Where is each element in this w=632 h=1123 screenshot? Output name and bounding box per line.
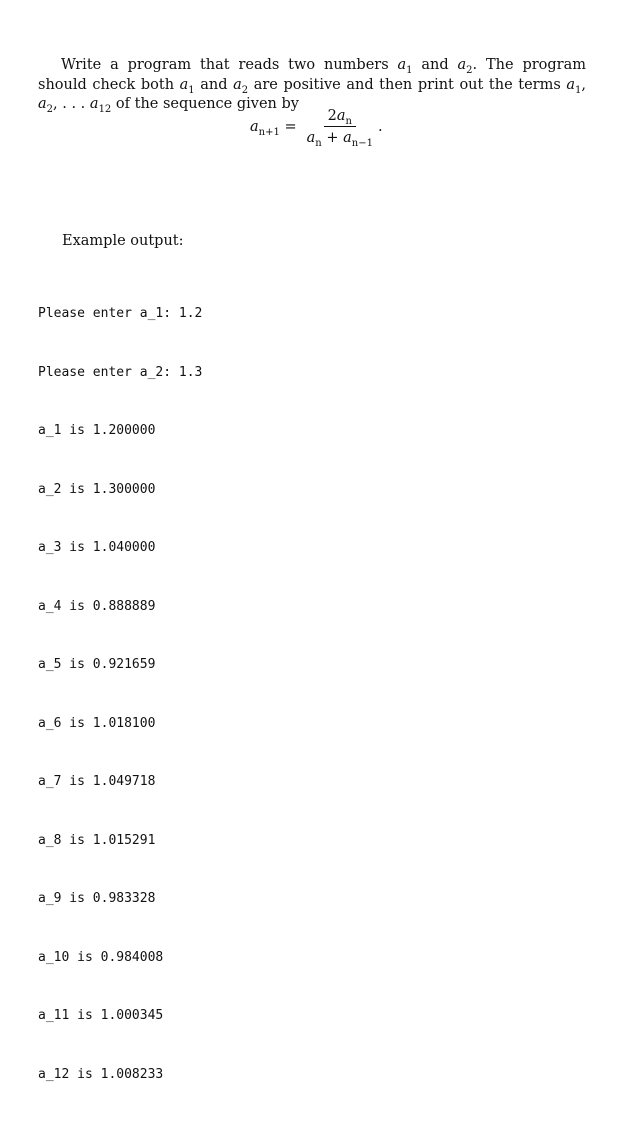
math-a1: $a_1$ bbox=[566, 76, 582, 96]
output-line: a_2 is 1.300000 bbox=[38, 481, 156, 497]
problem-statement bbox=[38, 56, 586, 115]
formula-numerator: $2a_n$ bbox=[324, 108, 356, 127]
output-line: a_6 is 1.018100 bbox=[38, 715, 156, 731]
output-line: Please enter a_2: 1.3 bbox=[38, 364, 203, 380]
math-a12: $a_{12}$ bbox=[89, 96, 112, 115]
problem-text: and bbox=[412, 57, 458, 73]
formula-fraction bbox=[303, 108, 377, 149]
example-output-label: Example output: bbox=[62, 233, 184, 249]
output-line: a_1 is 1.200000 bbox=[38, 423, 156, 438]
output-line: a_3 is 1.040000 bbox=[38, 540, 156, 555]
math-a2: $a_2$ bbox=[233, 76, 249, 96]
problem-text: and bbox=[194, 76, 234, 93]
output-line: a_11 is 1.000345 bbox=[38, 1008, 164, 1023]
problem-text: , bbox=[581, 76, 586, 93]
formula-denominator: $a_n + a_{n-1}$ bbox=[306, 130, 373, 149]
problem-text: of the sequence given by bbox=[111, 96, 299, 112]
output-line: a_9 is 0.983328 bbox=[38, 891, 156, 906]
math-a2: $a_2$ bbox=[457, 57, 473, 76]
formula-period: . bbox=[377, 119, 383, 135]
example-output-block bbox=[38, 265, 202, 1123]
problem-text: Write a program that reads two numbers bbox=[61, 57, 398, 73]
problem-text: . The program should check both bbox=[38, 57, 586, 93]
math-a1: $a_1$ bbox=[397, 57, 413, 76]
output-line: a_12 is 1.008233 bbox=[38, 1066, 164, 1082]
problem-text: are positive and then print out the terms bbox=[248, 76, 567, 93]
output-line: a_7 is 1.049718 bbox=[38, 774, 156, 789]
output-line: a_5 is 0.921659 bbox=[38, 657, 156, 672]
math-a2: $a_2$ bbox=[38, 96, 54, 115]
output-line: Please enter a_1: 1.2 bbox=[38, 306, 203, 321]
output-line: a_8 is 1.015291 bbox=[38, 832, 156, 848]
formula-lhs: $a_{n+1}$ = bbox=[250, 119, 297, 138]
recurrence-formula bbox=[250, 108, 383, 149]
output-line: a_10 is 0.984008 bbox=[38, 949, 164, 965]
math-a1: $a_1$ bbox=[179, 76, 195, 96]
problem-text: , . . . bbox=[53, 96, 90, 112]
output-line: a_4 is 0.888889 bbox=[38, 598, 156, 614]
